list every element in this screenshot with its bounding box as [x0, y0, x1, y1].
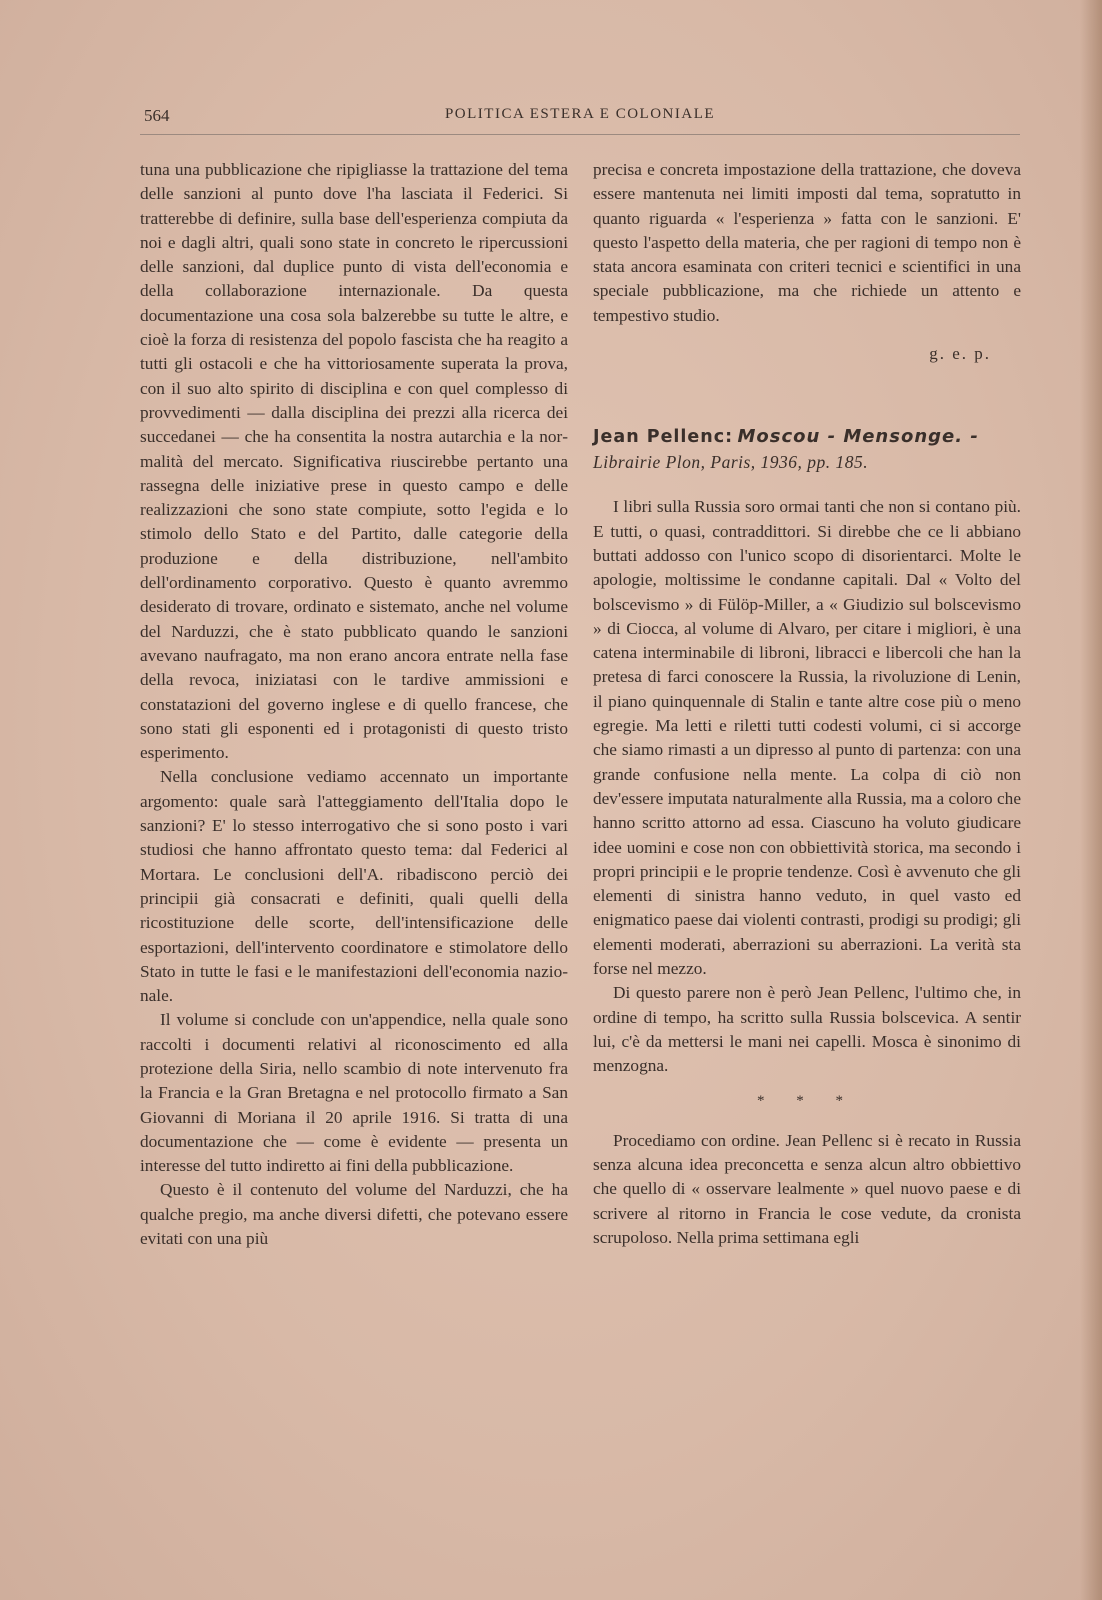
running-title: POLITICA ESTERA E COLONIALE: [444, 106, 716, 122]
review-author: Jean Pellenc:: [593, 427, 734, 448]
section-separator: * * *: [757, 1092, 857, 1109]
author-initials: g. e. p.: [929, 344, 991, 364]
review-heading: [593, 424, 1021, 475]
review-publication-info: Librairie Plon, Paris, 1936, pp. 185.: [593, 452, 869, 473]
paragraph: Di questo parere non è però Jean Pellenc, l'ultimo che, in ordine di tempo, ha scritto sulla Russia bolscevica. A sentir lui, c'è da mettersi le mani nei capelli. Mosca è sinonimo di menzogna.: [593, 983, 1021, 1076]
paragraph: Procediamo con ordine. Jean Pellenc si è recato in Russia senza alcuna idea preconcetta e senza alcun altro obbiettivo che quello di « osservare lealmente » quel nuovo paese e di scrivere al ritorno in Francia le cose vedute, da cronista scrupoloso. Nella prima settimana egli: [593, 1130, 1021, 1247]
page-number: 564: [144, 106, 170, 125]
review-book-title: Moscou - Mensonge. -: [737, 426, 979, 448]
page-edge-shadow: [1080, 0, 1102, 1600]
paragraph: Questo è il contenuto del volume del Narduzzi, che ha qualche pregio, ma anche diversi difetti, che potevano essere evitati con una più: [140, 1180, 568, 1249]
right-column: [593, 158, 1021, 1250]
paragraph: I libri sulla Russia soro ormai tanti che non si contano più. E tutti, o quasi, contraddittori. Si direbbe che ce li abbiano buttati addosso con l'unico scopo di disorientarci. Molte le apologie, moltissime le condanne capitali. Dal « Volto del bolscevismo » di Fülöp-Miller, a « Giudizio sul bolscevismo » di Ciocca, al volume di Alvaro, per citare i migliori, è una catena interminabile di libroni, libracci e libercoli che han la pretesa di farci conoscere la Russia, la rivoluzione di Lenin, il piano quinquennale di Stalin e tante altre cose più o meno egregie. Ma letti e riletti tutti codesti volumi, ci si accorge che siamo rimasti a un dipresso al punto di partenza: con una grande confusione nella mente. La colpa di ciò non dev'essere imputata naturalmente alla Russia, ma a coloro che hanno scritto attorno ad essa. Ciascuno ha voluto giudicare idee uomini e cose non con obbiettività storica, ma secondo i propri principii e le proprie tendenze. Così è avvenuto che gli elementi di sinistra hanno veduto, in quel vasto ed enigmatico paese dai violenti contrasti, prodigi su prodigi; gli elementi moderati, aberrazioni su aberrazioni. La verità sta forse nel mezzo.: [593, 497, 1021, 979]
left-column: [140, 158, 568, 1251]
paragraph: tuna una pubblicazione che ripigliasse la trattazione del tema delle sanzioni al punto dove l'ha lasciata il Federici. Si tratterebbe di definire, sulla base dell'esperienza compiuta da noi e dagli altri, quali sono state in concreto le ripercussioni delle sanzioni, dal duplice punto di vista dell'economia e della collaborazione internazionale. Da questa documentazione una cosa sola balzerebbe su tutte le altre, e cioè la forza di resistenza del popolo fascista che ha reagito a tutti gli ostacoli e che ha vittoriosamente superata la prova, con il suo alto spirito di disciplina e con quel complesso di provvedimenti — dalla disciplina dei prezzi alla ricerca dei succedanei — che ha consentita la nostra autarchia e la normalità del mercato. Significativa riuscirebbe pertanto una rassegna delle iniziative prese in questo campo e delle realizzazioni che sono state compiute, sotto l'egida e lo stimolo dello Stato e del Partito, dalle categorie della produzione e della distribuzione, nell'ambito dell'ordinamento corporativo. Questo è quanto avremmo desiderato di trovare, ordinato e sistemato, anche nel volume del Narduzzi, che è stato pubblicato quando le sanzioni avevano naufragato, ma non erano ancora entrate nella fase della revoca, iniziatasi con le tardive ammissioni e constatazioni del governo inglese e di quello francese, che sono stati gli esponenti ed i protagonisti di questo tristo esperimento.: [140, 160, 568, 763]
paragraph: precisa e concreta impostazione della trattazione, che doveva essere mantenuta nei limiti imposti dal tema, sopratutto in quanto riguarda « l'esperienza » fatta con le sanzioni. E' questo l'aspetto della materia, che per ragioni di tempo non è stata ancora esaminata con criteri tecnici e scientifici in una speciale pubblicazione, ma che richiede un attento e tempestivo studio.: [593, 160, 1021, 325]
page-header: [140, 100, 1020, 135]
paragraph: Il volume si conclude con un'appendice, nella quale sono raccolti i documenti relativi al riconoscimento ed alla protezione della Siria, nello scambio di note intervenuto fra la Francia e la Gran Bretagna e nel protocollo firmato a San Giovanni di Moriana il 20 aprile 1916. Si tratta di una documentazione che — come è evidente — presenta un interesse del tutto indiretto ai fini della pubblicazione.: [140, 1010, 568, 1176]
paragraph: Nella conclusione vediamo accennato un importante argomento: quale sarà l'atteggiamento dell'Italia dopo le sanzioni? E' lo stesso interrogativo che si sono posto i vari studiosi che hanno affrontato questo tema: dal Federici al Mortara. Le conclusioni dell'A. ribadiscono perciò dei principii già consacrati e definiti, quali quelli della ricostituzione delle scorte, dell'intensificazione delle esportazioni, dell'intervento coordinatore e stimolatore dello Stato in tutte le fasi e le manifestazioni dell'economia nazionale.: [140, 767, 568, 1006]
